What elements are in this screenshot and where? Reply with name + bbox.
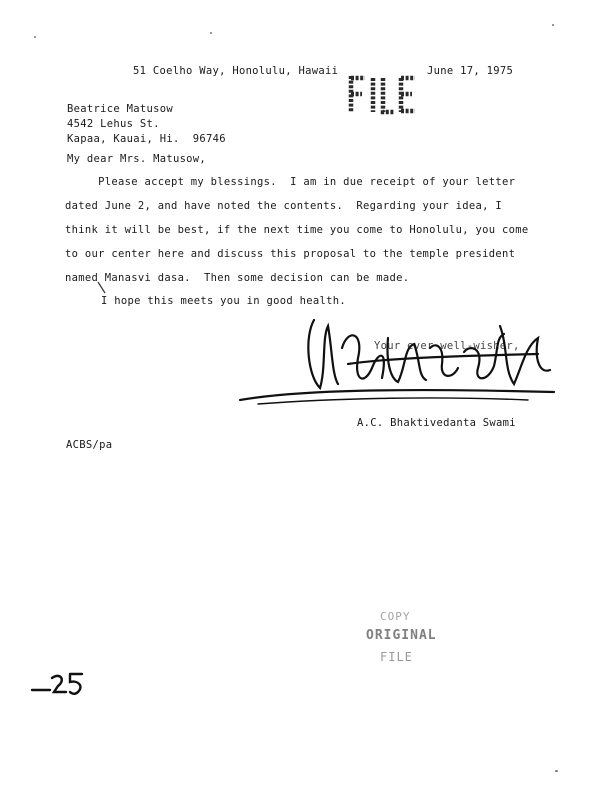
body-line: to our center here and discuss this proposal to the temple president — [65, 248, 516, 260]
recipient-name: Beatrice Matusow — [67, 103, 173, 115]
letter-date: June 17, 1975 — [427, 65, 514, 77]
tick-mark — [96, 281, 108, 295]
reference-initials: ACBS/pa — [66, 439, 113, 451]
copy-original-stamp: COPY ORIGINAL FILE — [366, 610, 437, 664]
scan-speck — [210, 32, 212, 34]
handwritten-signature — [238, 308, 556, 412]
body-line: Please accept my blessings. I am in due receipt of your letter — [65, 176, 516, 188]
recipient-street: 4542 Lehus St. — [67, 118, 160, 130]
signatory-name: A.C. Bhaktivedanta Swami — [357, 417, 516, 429]
margin-mark — [30, 670, 86, 698]
body-line: named Manasvi dasa. Then some decision can be made. — [65, 272, 410, 284]
scan-speck — [555, 770, 558, 772]
recipient-city: Kapaa, Kauai, Hi. 96746 — [67, 133, 226, 145]
body-line: think it will be best, if the next time you come to Honolulu, you come — [65, 224, 529, 236]
file-stamp — [345, 70, 417, 116]
scan-speck — [552, 24, 554, 26]
closing-line: I hope this meets you in good health. — [101, 295, 346, 307]
body-line: dated June 2, and have noted the contents. Regarding your idea, I — [65, 200, 503, 212]
scan-speck — [34, 36, 36, 38]
salutation: My dear Mrs. Matusow, — [67, 153, 207, 165]
closing: Your ever well-wisher, — [374, 340, 520, 352]
sender-address: 51 Coelho Way, Honolulu, Hawaii — [133, 65, 339, 77]
